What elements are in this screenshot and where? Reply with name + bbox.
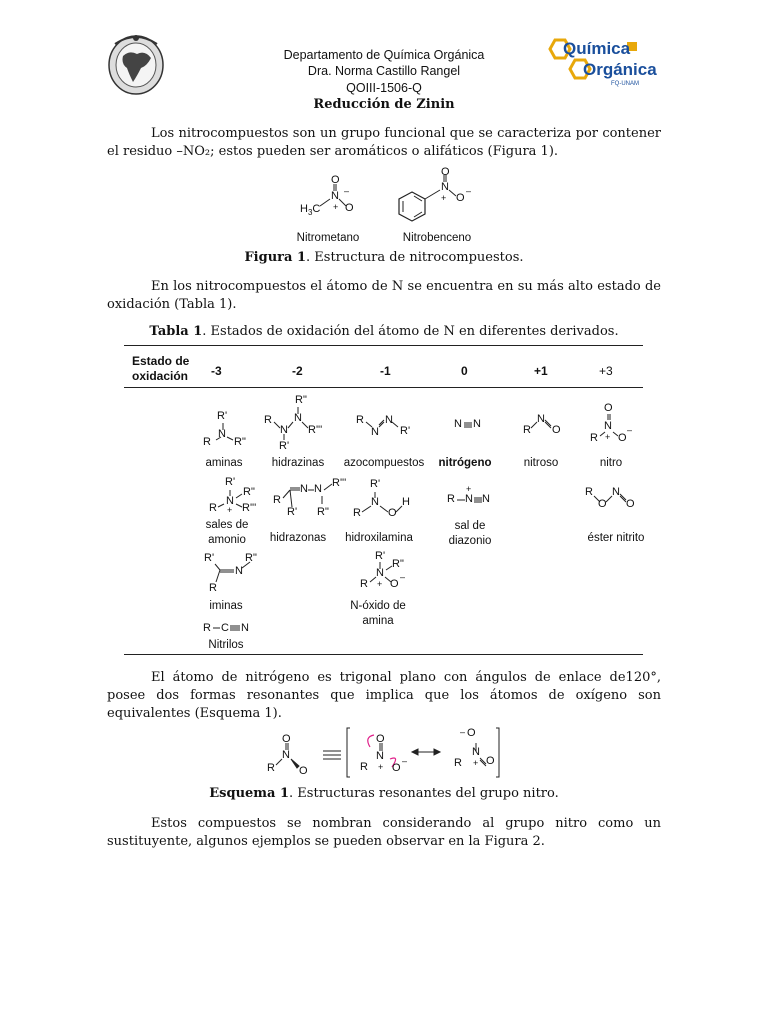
scheme-n: N — [282, 749, 290, 761]
ammonium-n: N — [226, 495, 234, 507]
ammonium-r3: R''' — [242, 502, 257, 514]
hydrazine-r2: R" — [295, 394, 307, 406]
hydrazine-r1: R' — [279, 440, 290, 452]
chem-plus2: + — [441, 193, 447, 203]
nitromethane-label: Nitrometano — [296, 232, 360, 244]
paragraph-resonance-text: El átomo de nitrógeno es trigonal plano con ángulos de enlace de120°, posee dos formas resonantes que implica que los átomos de oxígeno son equivalentes (Esquema 1). — [107, 670, 661, 721]
diazonium-n2: N — [482, 493, 490, 505]
noxide-r1: R' — [375, 550, 386, 562]
nitroso-r: R — [523, 424, 531, 436]
nitroso-n: N — [537, 413, 545, 425]
header-course: QOIII-1506-Q — [346, 81, 422, 95]
state-plus3: +3 — [599, 364, 613, 378]
n2-n1: N — [454, 418, 462, 430]
scheme-o2: O — [299, 765, 308, 777]
hydrazone-n1: N — [300, 483, 308, 495]
nitrile-r: R — [203, 622, 211, 634]
label-sales-de-amonio: sales de amonio — [205, 519, 249, 546]
table-structures — [190, 392, 650, 632]
scheme-r3: R — [454, 757, 462, 769]
noxide-r: R — [360, 578, 368, 590]
imine-r1: R' — [204, 552, 215, 564]
label-hidrazonas: hidrazonas — [269, 532, 327, 544]
hydroxylamine-h: H — [402, 496, 410, 508]
chem-minus2: – — [466, 186, 472, 196]
header-department: Departamento de Química Orgánica — [283, 48, 485, 62]
label-aminas: aminas — [205, 457, 243, 469]
paragraph-oxidation — [107, 278, 661, 314]
hydroxylamine-n: N — [371, 496, 379, 508]
n2-n2: N — [473, 418, 481, 430]
state-plus1: +1 — [534, 364, 548, 378]
diazonium-plus: + — [466, 484, 472, 494]
ester-o2: O — [626, 498, 635, 510]
azo-n2: N — [385, 414, 393, 426]
ammonium-r1: R' — [225, 476, 236, 488]
scheme-r2: R — [360, 761, 368, 773]
label-ester-nitrito: éster nitrito — [587, 532, 645, 544]
ammonium-r2: R" — [243, 486, 255, 498]
hydrazone-r1: R' — [287, 506, 298, 518]
azo-r1: R' — [400, 425, 411, 437]
imine-n: N — [235, 565, 243, 577]
table-header-label — [132, 354, 189, 384]
header-line1: Estado de — [132, 354, 190, 368]
label-hidrazinas: hidrazinas — [271, 457, 325, 469]
label-iminas: iminas — [209, 600, 243, 612]
hydrazone-r3: R''' — [332, 477, 347, 489]
paragraph-naming-text: Estos compuestos se nombran considerando al grupo nitro como un sustituyente, algunos ejemplos se pueden observar en la Figura 2. — [107, 816, 661, 849]
ester-o1: O — [598, 498, 607, 510]
hydrazone-r: R — [273, 494, 281, 506]
azo-r: R — [356, 414, 364, 426]
label-sal-de-diazonio: sal de diazonio — [448, 520, 492, 547]
hydrazone-n2: N — [314, 483, 322, 495]
scheme-r: R — [267, 762, 275, 774]
scheme-1-caption — [107, 786, 661, 801]
amine-n: N — [218, 428, 226, 440]
nitro-o2: O — [618, 432, 627, 444]
label-n-oxido-de-amina: N-óxido de amina — [350, 600, 406, 627]
nitro-n: N — [604, 420, 612, 432]
figure-1-caption-text: . Estructura de nitrocompuestos. — [306, 250, 524, 265]
nitro-o1: O — [604, 402, 613, 414]
table-1-caption — [107, 324, 661, 339]
table-1-caption-bold: Tabla 1 — [149, 324, 203, 339]
scheme-1-structures — [262, 725, 512, 783]
imine-r2: R" — [245, 552, 257, 564]
noxide-n: N — [376, 567, 384, 579]
figure-1-caption-bold: Figura 1 — [244, 250, 307, 265]
label-nitrogeno: nitrógeno — [438, 457, 492, 469]
scheme-o5: O — [467, 727, 476, 739]
chem-h3c: $H_3C$ — [300, 203, 321, 218]
hydroxylamine-o: O — [388, 507, 397, 519]
header-professor: Dra. Norma Castillo Rangel — [307, 64, 461, 78]
label-hidroxilamina: hidroxilamina — [345, 532, 413, 544]
diazonium-n1: N — [465, 493, 473, 505]
hydrazine-r3: R''' — [308, 424, 323, 436]
amine-r: R — [203, 436, 211, 448]
hydroxylamine-r: R — [353, 507, 361, 519]
nitro-minus: – — [627, 425, 633, 435]
scheme-o4: O — [392, 762, 401, 774]
nitro-r: R — [590, 432, 598, 444]
scheme-1-caption-text: . Estructuras resonantes del grupo nitro. — [289, 786, 559, 801]
state-minus3: -3 — [211, 364, 222, 378]
table-bottom-rule — [124, 654, 643, 655]
azo-n1: N — [371, 426, 379, 438]
label-nitrilos: Nitrilos — [208, 639, 244, 651]
scheme-n3: N — [472, 746, 480, 758]
paragraph-naming — [107, 815, 661, 851]
hydroxylamine-r1: R' — [370, 478, 381, 490]
nitrile-c: C — [221, 622, 229, 634]
scheme-minus2: – — [460, 727, 466, 737]
paragraph-resonance — [107, 669, 661, 723]
label-nitro: nitro — [599, 457, 623, 469]
scheme-n2: N — [376, 750, 384, 762]
imine-r: R — [209, 582, 217, 594]
page-title: Reducción de Zinin — [313, 97, 455, 112]
ammonium-plus: + — [227, 505, 233, 515]
ammonium-r: R — [209, 502, 217, 514]
table-top-rule — [124, 345, 643, 346]
chem-o: O — [331, 174, 340, 186]
scheme-o: O — [282, 733, 291, 745]
logo-sub: FQ-UNAM — [611, 81, 639, 87]
logo-line1: Química — [563, 39, 631, 58]
paragraph-oxidation-text: En los nitrocompuestos el átomo de N se encuentra en su más alto estado de oxidación (Tabla 1). — [107, 279, 661, 312]
scheme-o6: O — [486, 755, 495, 767]
hydrazine-n2: N — [280, 424, 288, 436]
amine-r1: R' — [217, 410, 228, 422]
noxide-minus: – — [400, 572, 406, 582]
nitrobenzene-label: Nitrobenceno — [402, 232, 472, 244]
label-nitroso: nitroso — [523, 457, 559, 469]
state-0: 0 — [461, 364, 468, 378]
paragraph-intro-text: Los nitrocompuestos son un grupo funcional que se caracteriza por contener el residuo –NO₂; estos pueden ser aromáticos o alifáticos (Figura 1). — [107, 126, 661, 159]
state-minus1: -1 — [380, 364, 391, 378]
nitro-plus: + — [605, 432, 611, 442]
scheme-1-caption-bold: Esquema 1 — [209, 786, 290, 801]
paragraph-intro — [107, 125, 661, 161]
figure-1-structures — [290, 166, 480, 236]
ester-n: N — [612, 486, 620, 498]
chem-o3: O — [441, 166, 450, 178]
scheme-o3: O — [376, 733, 385, 745]
table-header-rule — [124, 387, 643, 388]
state-minus2: -2 — [292, 364, 303, 378]
hydrazine-r: R — [264, 414, 272, 426]
scheme-plus2: + — [473, 758, 479, 768]
chem-o2: O — [345, 202, 354, 214]
chem-n2: N — [441, 181, 449, 193]
scheme-plus: + — [378, 762, 384, 772]
noxide-o: O — [390, 578, 399, 590]
table-1-caption-text: . Estados de oxidación del átomo de N en diferentes derivados. — [202, 324, 619, 339]
amine-r2: R" — [234, 436, 246, 448]
nitroso-o: O — [552, 424, 561, 436]
ester-r: R — [585, 486, 593, 498]
nitrile-n: N — [241, 622, 249, 634]
chem-plus: + — [333, 202, 339, 212]
hydrazine-n1: N — [294, 412, 302, 424]
chem-o4: O — [456, 192, 465, 204]
logo-line2: Orgánica — [583, 60, 657, 79]
noxide-r2: R" — [392, 558, 404, 570]
chem-minus: – — [344, 186, 350, 196]
label-azocompuestos: azocompuestos — [343, 457, 425, 469]
header-line2: oxidación — [132, 369, 189, 383]
scheme-minus: – — [402, 756, 408, 766]
figure-1-caption — [107, 250, 661, 265]
diazonium-r: R — [447, 493, 455, 505]
noxide-plus: + — [377, 579, 383, 589]
hydrazone-r2: R" — [317, 506, 329, 518]
chem-n: N — [331, 190, 339, 202]
